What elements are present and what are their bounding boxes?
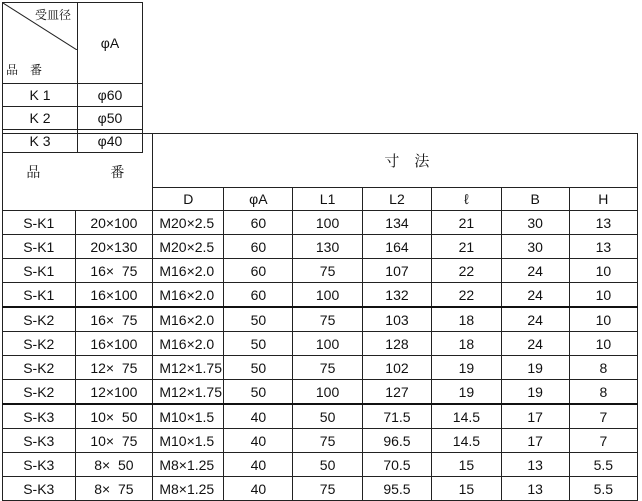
table-cell: 22 (432, 283, 501, 308)
table-cell: 10× 50 (75, 404, 153, 429)
col-header: φA (224, 188, 293, 211)
table-row (3, 235, 638, 259)
table-cell: 60 (224, 211, 293, 235)
col-header: D (153, 188, 224, 211)
col-header: ℓ (432, 188, 501, 211)
table-cell: S-K3 (3, 453, 76, 477)
table-cell: S-K1 (3, 259, 76, 283)
table-cell: 13 (569, 211, 637, 235)
table-cell: M16×2.0 (153, 283, 224, 308)
table-cell: 40 (224, 404, 293, 429)
table-cell: 12× 75 (75, 356, 153, 380)
table-cell: 13 (569, 235, 637, 259)
dimension-table (2, 133, 638, 501)
table-cell: 127 (362, 380, 431, 405)
table-cell: 30 (501, 235, 569, 259)
table-cell: M12×1.75 (153, 380, 224, 405)
table-cell: M20×2.5 (153, 235, 224, 259)
table-row (3, 332, 638, 356)
col-header-phiA: φA (78, 3, 143, 84)
table-cell: 107 (362, 259, 431, 283)
col-header: B (501, 188, 569, 211)
table-cell: 24 (501, 332, 569, 356)
col-header: H (569, 188, 637, 211)
table-cell: S-K2 (3, 356, 76, 380)
table-cell: M10×1.5 (153, 404, 224, 429)
table-cell: 13 (501, 477, 569, 501)
table-cell: 5.5 (569, 453, 637, 477)
table-cell: 50 (224, 356, 293, 380)
table-cell: 50 (293, 404, 362, 429)
table-cell: 50 (224, 307, 293, 332)
corner-top-label: 受皿径 (34, 8, 71, 22)
table-row (3, 211, 638, 235)
table-cell: 8 (569, 380, 637, 405)
table-cell: 60 (224, 283, 293, 308)
table-cell: 60 (224, 235, 293, 259)
table-cell: M10×1.5 (153, 429, 224, 453)
table-cell: 7 (569, 429, 637, 453)
table-cell: 20×100 (75, 211, 153, 235)
table-cell: 18 (432, 332, 501, 356)
table-cell: 19 (432, 356, 501, 380)
table-cell: 10 (569, 283, 637, 308)
hinban-label: 品 番 (26, 164, 153, 180)
dimension-label: 寸 法 (384, 153, 430, 170)
table-cell: 100 (293, 332, 362, 356)
table-cell: 75 (293, 307, 362, 332)
dimension-header (153, 134, 638, 188)
table-cell: M8×1.25 (153, 453, 224, 477)
table-cell: 96.5 (362, 429, 431, 453)
table-cell: 40 (224, 477, 293, 501)
table-cell: 75 (293, 477, 362, 501)
table-row (3, 404, 638, 429)
table-cell: 70.5 (362, 453, 431, 477)
table-cell: 17 (501, 404, 569, 429)
table-cell: S-K1 (3, 211, 76, 235)
table-cell: 10 (569, 307, 637, 332)
table-cell: 60 (224, 259, 293, 283)
table-cell: 10 (569, 332, 637, 356)
table-cell: 10 (569, 259, 637, 283)
table-cell: S-K1 (3, 283, 76, 308)
item-cell: K 3 (3, 130, 78, 153)
table-cell: 100 (293, 283, 362, 308)
table-cell: 16× 75 (75, 307, 153, 332)
table-cell: 102 (362, 356, 431, 380)
table-cell: 16×100 (75, 332, 153, 356)
table-cell: 21 (432, 211, 501, 235)
table-cell: 16×100 (75, 283, 153, 308)
value-cell: φ50 (78, 107, 143, 130)
table-cell: 132 (362, 283, 431, 308)
table-cell: M12×1.75 (153, 356, 224, 380)
table-cell: 50 (224, 332, 293, 356)
table-cell: 8× 50 (75, 453, 153, 477)
table-cell: S-K3 (3, 429, 76, 453)
table-cell: 13 (501, 453, 569, 477)
table-cell: 75 (293, 259, 362, 283)
table-cell: 19 (501, 356, 569, 380)
table-cell: M8×1.25 (153, 477, 224, 501)
hinban-header (3, 134, 153, 211)
table-cell: 40 (224, 453, 293, 477)
table-cell: 19 (501, 380, 569, 405)
table-cell: 100 (293, 380, 362, 405)
value-cell: φ40 (78, 130, 143, 153)
table-cell: 75 (293, 429, 362, 453)
table-cell: 128 (362, 332, 431, 356)
table-cell: 95.5 (362, 477, 431, 501)
table-cell: 12×100 (75, 380, 153, 405)
table-row (3, 283, 638, 308)
table-cell: 14.5 (432, 429, 501, 453)
table-cell: 164 (362, 235, 431, 259)
table-cell: S-K3 (3, 477, 76, 501)
table-row (3, 356, 638, 380)
table-cell: S-K2 (3, 332, 76, 356)
col-header: L2 (362, 188, 431, 211)
table-cell: M16×2.0 (153, 332, 224, 356)
table-cell: 50 (224, 380, 293, 405)
table-cell: 50 (293, 453, 362, 477)
table-cell: 24 (501, 283, 569, 308)
table-cell: M16×2.0 (153, 307, 224, 332)
table-cell: 15 (432, 477, 501, 501)
table-cell: 24 (501, 259, 569, 283)
table-row (3, 380, 638, 405)
table-cell: 19 (432, 380, 501, 405)
diameter-table-header (3, 3, 143, 84)
table-cell: 7 (569, 404, 637, 429)
table-cell: M20×2.5 (153, 211, 224, 235)
table-cell: S-K3 (3, 404, 76, 429)
table-cell: 103 (362, 307, 431, 332)
corner-cell (3, 3, 78, 84)
table-cell: 5.5 (569, 477, 637, 501)
table-cell: 14.5 (432, 404, 501, 429)
table-cell: S-K2 (3, 380, 76, 405)
table-cell: 22 (432, 259, 501, 283)
table-cell: 24 (501, 307, 569, 332)
table-cell: 20×130 (75, 235, 153, 259)
table-cell: 16× 75 (75, 259, 153, 283)
value-cell: φ60 (78, 84, 143, 107)
table-cell: 18 (432, 307, 501, 332)
header-row-1 (3, 134, 638, 188)
table-cell: 10× 75 (75, 429, 153, 453)
table-cell: 40 (224, 429, 293, 453)
table-row (3, 477, 638, 501)
table-cell: M16×2.0 (153, 259, 224, 283)
table-row (3, 107, 143, 130)
corner-bottom-label: 品 番 (6, 63, 43, 77)
table-row (3, 453, 638, 477)
table-cell: 8× 75 (75, 477, 153, 501)
table-cell: 134 (362, 211, 431, 235)
table-cell: 30 (501, 211, 569, 235)
table-row (3, 429, 638, 453)
table-cell: 75 (293, 356, 362, 380)
table-cell: 100 (293, 211, 362, 235)
item-cell: K 1 (3, 84, 78, 107)
table-row (3, 259, 638, 283)
table-cell: S-K1 (3, 235, 76, 259)
table-cell: 130 (293, 235, 362, 259)
table-row (3, 84, 143, 107)
diameter-table (2, 2, 143, 153)
table-cell: 15 (432, 453, 501, 477)
table-cell: 8 (569, 356, 637, 380)
dimension-table-body (3, 211, 638, 501)
col-header: L1 (293, 188, 362, 211)
item-cell: K 2 (3, 107, 78, 130)
table-cell: 71.5 (362, 404, 431, 429)
table-cell: S-K2 (3, 307, 76, 332)
table-row (3, 307, 638, 332)
table-cell: 17 (501, 429, 569, 453)
table-cell: 21 (432, 235, 501, 259)
